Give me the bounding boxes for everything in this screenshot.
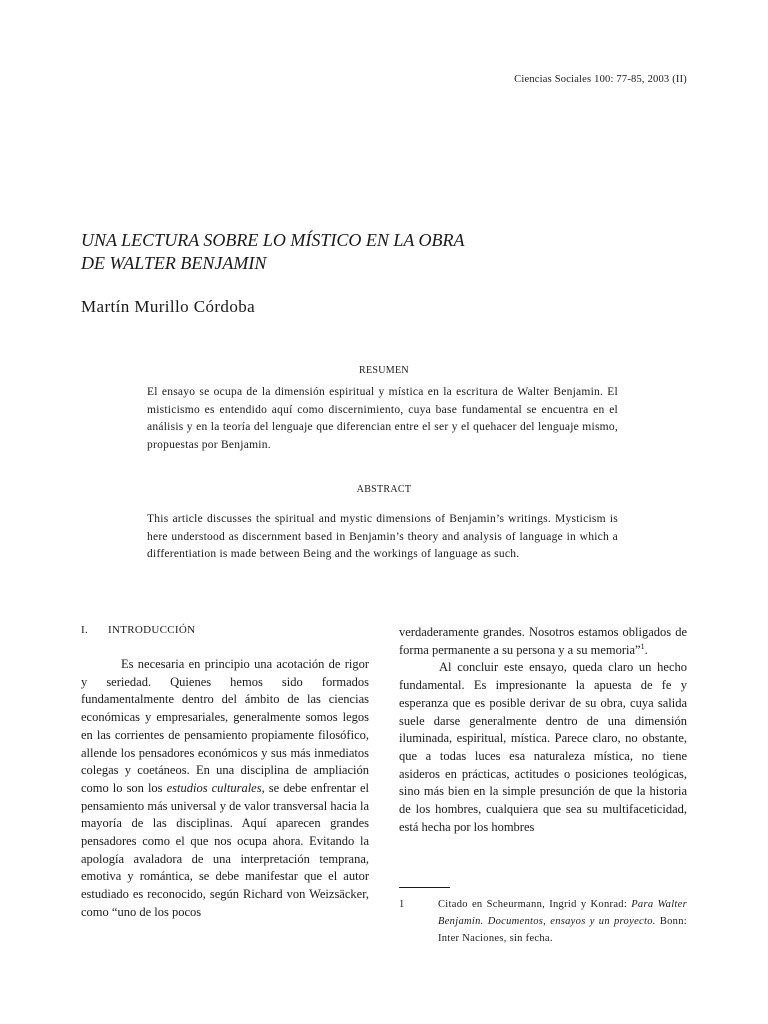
continued-paragraph <box>399 624 687 659</box>
footnote-text <box>438 896 687 947</box>
title-line-2: DE WALTER BENJAMIN <box>81 253 267 273</box>
section-title: INTRODUCCIÓN <box>108 624 196 636</box>
intro-italic-term: estudios culturales, <box>166 780 265 795</box>
left-column <box>81 656 369 922</box>
resumen-text: El ensayo se ocupa de la dimensión espiritual y mística en la escritura de Walter Benjamin. El misticismo es entendido aquí como discernimiento, cuya base fundamental se encuentra en el análisis y en la teoría del lenguaje que diferencian entre el ser y el quehacer del lenguaje mismo, propuestas por Benjamin. <box>147 386 618 451</box>
resumen-heading: RESUMEN <box>359 365 409 376</box>
footnote-text-1: Citado en Scheurmann, Ingrid y Konrad: <box>438 899 632 910</box>
right-column <box>399 624 687 836</box>
footnote-book-title: Para Walter Benjamin. Documentos, ensayos y un proyecto. <box>438 899 687 927</box>
title-line-1: UNA LECTURA SOBRE LO MÍSTICO EN LA OBRA <box>81 230 465 250</box>
intro-text-1: Es necesaria en principio una acotación de rigor y seriedad. Quienes hemos sido formados fundamentalmente dentro del ámbito de las ciencias económicas y empresariales, generalmente somos legos en las corrientes de pensamiento propiamente filosófico, allende los pensadores económicos y sus más inmediatos colegas y coetáneos. En una disciplina de ampliación como lo son los <box>81 657 369 795</box>
intro-paragraph <box>81 656 369 922</box>
intro-text-2: se debe enfrentar el pensamiento más universal y de valor transversal hacia la mayoría de las disciplinas. Aquí aparecen grandes pensadores como el que nos ocupa ahora. Evitando la apología avaladora de una interpretación temprana, emotiva y romántica, se debe manifestar que el autor estudiado es reconocido, según Richard von Weizsäcker, como “uno de los pocos <box>81 780 370 919</box>
abstract-text: This article discusses the spiritual and mystic dimensions of Benjamin’s writings. Mysticism is here understood as discernment based in Benjamin’s theory and analysis of language in which a differentiation is made between Being and the workings of language as such. <box>147 513 618 560</box>
footnote-marker[interactable]: 1 <box>640 641 645 651</box>
conclusion-paragraph: Al concluir este ensayo, queda claro un hecho fundamental. Es impresionante la apuesta de fe y esperanza que es posible derivar de su obra, cuya salida suele darse generalmente dentro de una dimensión iluminada, espiritual, mística. Parece claro, no obstante, que a todas luces esa naturaleza mística, no tiene asideros en prácticas, actitudes o posiciones teológicas, sino más bien en la simple presunción de que la historia de los hombres, cualquiera que sea su multifaceticidad, está hecha por los hombres <box>399 660 687 834</box>
footnote-text-2: Bonn: Inter Naciones, sin fecha. <box>438 916 687 944</box>
continued-text: verdaderamente grandes. Nosotros estamos obligados de forma permanente a su persona y a su memoria” <box>399 625 687 657</box>
section-heading-introduccion <box>81 624 195 636</box>
journal-reference: Ciencias Sociales 100: 77-85, 2003 (II) <box>514 74 687 85</box>
abstract-heading: ABSTRACT <box>356 484 412 495</box>
footnote <box>399 896 687 947</box>
footnote-number: 1 <box>399 899 405 910</box>
section-number: I. <box>81 624 89 636</box>
footnote-divider <box>399 887 450 888</box>
article-title <box>81 229 641 275</box>
continued-text-end: . <box>644 642 648 657</box>
author-name: Martín Murillo Córdoba <box>81 297 256 316</box>
